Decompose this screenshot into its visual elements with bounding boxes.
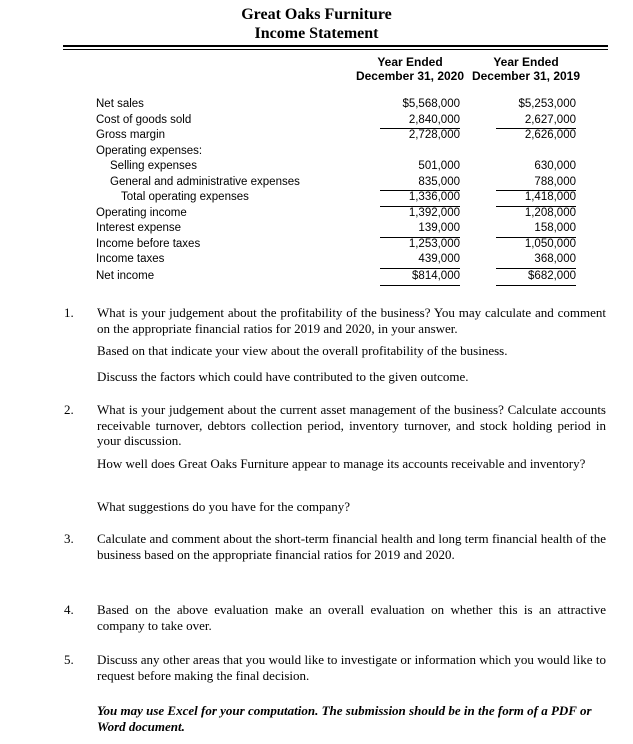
question-number: 4.: [64, 602, 74, 617]
value-2020: $814,000: [380, 269, 460, 286]
value-2019: $5,253,000: [518, 98, 576, 110]
row-label: Net sales: [96, 98, 144, 110]
column-header-2019: Year Ended December 31, 2019: [471, 55, 581, 83]
question-paragraph: What is your judgement about the current asset management of the business? Calculate accounts receivable turnover, debtors collection period, inventory turnover, and stock holding period in your discussion.: [97, 402, 606, 448]
statement-row-interest-expense: [0, 221, 633, 237]
row-label: Operating income: [96, 206, 187, 219]
row-label: Net income: [96, 270, 155, 282]
value-2020: $5,568,000: [402, 98, 460, 110]
statement-row-income-before-taxes: [0, 237, 633, 253]
statement-row-operating-income: [0, 206, 633, 222]
row-label: Total operating expenses: [121, 191, 249, 203]
row-label: Income taxes: [96, 253, 165, 265]
value-2020: 835,000: [380, 175, 460, 192]
question-paragraph: What suggestions do you have for the company?: [97, 499, 351, 514]
company-title: Great Oaks Furniture: [241, 6, 392, 23]
value-2020: 2,840,000: [380, 113, 460, 130]
statement-row-cogs: [0, 113, 633, 129]
value-2019: $682,000: [496, 269, 576, 286]
question-paragraph: How well does Great Oaks Furniture appear to manage its accounts receivable and inventory?: [97, 456, 586, 471]
value-2019: 1,050,000: [524, 237, 576, 250]
value-2020: 2,728,000: [408, 129, 460, 141]
submission-note: You may use Excel for your computation. The submission should be in the form of a PDF or Word document.: [97, 703, 592, 734]
value-2020: 439,000: [380, 252, 460, 269]
value-2020: 1,253,000: [408, 237, 460, 250]
row-label: Interest expense: [96, 222, 182, 234]
question-paragraph: Based on that indicate your view about the overall profitability of the business.: [97, 343, 508, 358]
statement-row-selling-expenses: [0, 159, 633, 175]
title-double-rule-top: [63, 45, 608, 47]
value-2020: 1,392,000: [408, 206, 460, 219]
question-number: 1.: [64, 305, 74, 320]
statement-row-operating-expenses: [0, 144, 633, 160]
question-paragraph: Discuss the factors which could have contributed to the given outcome.: [97, 369, 469, 384]
question-number: 5.: [64, 652, 74, 667]
value-2020: 1,336,000: [380, 190, 460, 207]
question-paragraph: Discuss any other areas that you would like to investigate or information which you would like to request before making the final decision.: [97, 652, 606, 683]
question-number: 3.: [64, 531, 74, 546]
question-number: 2.: [64, 402, 74, 417]
value-2019: 788,000: [496, 175, 576, 192]
value-2019: 1,208,000: [524, 206, 576, 219]
title-double-rule-bottom: [63, 49, 608, 50]
row-label: Income before taxes: [96, 237, 201, 250]
value-2020: 139,000: [380, 221, 460, 238]
value-2020: 501,000: [418, 160, 460, 172]
statement-row-net-income: [0, 269, 633, 285]
statement-row-net-sales: [0, 97, 633, 113]
statement-row-general-admin: [0, 175, 633, 191]
question-paragraph: What is your judgement about the profitability of the business? You may calculate and comment on the appropriate financial ratios for 2019 and 2020, in your answer.: [97, 305, 606, 336]
value-2019: 630,000: [534, 160, 576, 172]
value-2019: 368,000: [496, 252, 576, 269]
value-2019: 2,626,000: [524, 129, 576, 141]
value-2019: 158,000: [496, 221, 576, 238]
statement-title: Income Statement: [254, 25, 379, 42]
statement-row-gross-margin: [0, 128, 633, 144]
value-2019: 2,627,000: [496, 113, 576, 130]
row-label: Operating expenses:: [96, 144, 203, 157]
row-label: General and administrative expenses: [110, 175, 300, 188]
row-label: Cost of goods sold: [96, 113, 192, 126]
value-2019: 1,418,000: [496, 190, 576, 207]
question-paragraph: Based on the above evaluation make an overall evaluation on whether this is an attractive company to take over.: [97, 602, 606, 633]
statement-row-total-operating: [0, 190, 633, 206]
question-paragraph: Calculate and comment about the short-term financial health and long term financial health of the business based on the appropriate financial ratios for 2019 and 2020.: [97, 531, 606, 562]
row-label: Gross margin: [96, 129, 166, 141]
column-header-2020: Year Ended December 31, 2020: [355, 55, 465, 83]
row-label: Selling expenses: [110, 160, 197, 172]
statement-row-income-taxes: [0, 252, 633, 268]
